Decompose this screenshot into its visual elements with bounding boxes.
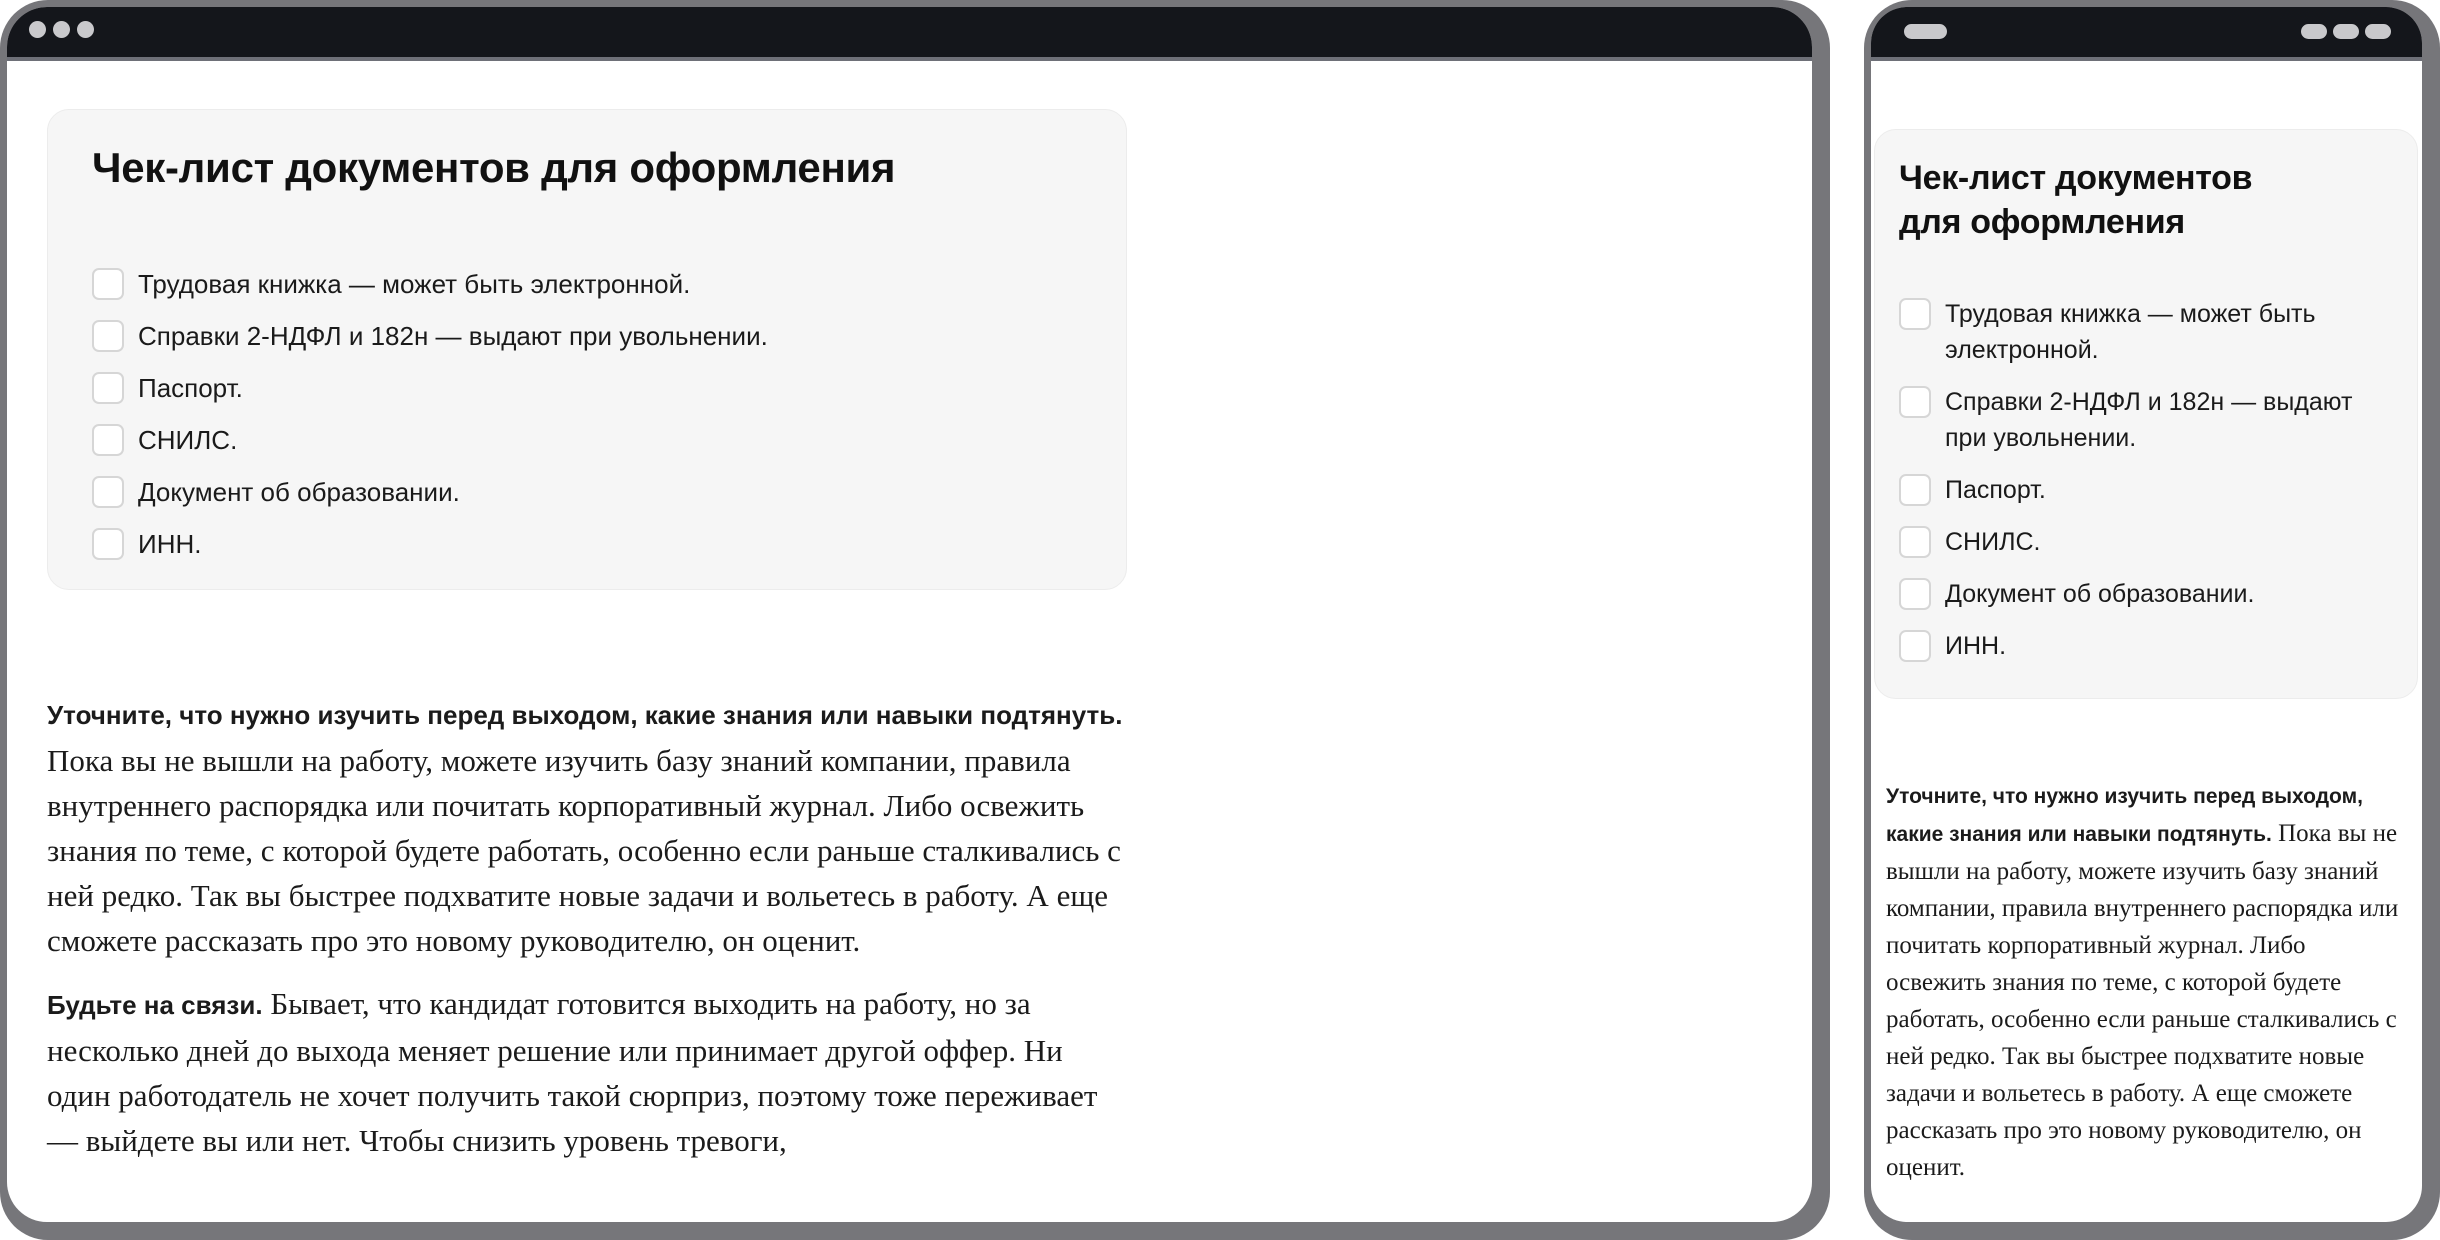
article-paragraph [47,981,1127,1163]
checklist-item[interactable] [92,310,1082,362]
checkbox[interactable] [1899,386,1931,418]
checklist-item[interactable] [92,466,1082,518]
checklist-item[interactable] [1899,384,2389,456]
paragraph-lead: Уточните, что нужно изучить перед выходом, какие знания или навыки подтянуть. [1886,785,2363,846]
checklist-title-line: для оформления [1899,203,2185,241]
paragraph-text: Пока вы не вышли на работу, можете изучить базу знаний компании, правила внутреннего распорядка или почитать корпоративный журнал. Либо освежить знания по теме, с которой будете работать, особенно если раньше сталкивались с ней редко. Так вы быстрее подхватите новые задачи и вольетесь в работу. А еще сможете рассказать про это новому руководителю, он оценит. [47,743,1121,958]
checklist-item[interactable] [92,362,1082,414]
article-body [47,691,1127,1181]
checklist-card [1874,129,2418,699]
mobile-status-pill-icon [2333,24,2359,39]
checklist-item-label: Документ об образовании. [1945,580,2255,608]
window-control-dot-icon[interactable] [53,21,70,38]
article-paragraph [47,691,1127,963]
paragraph-text: Пока вы не вышли на работу, можете изучить базу знаний компании, правила внутреннего распорядка или почитать корпоративный журнал. Либо освежить знания по теме, с которой будете работать, особенно если раньше сталкивались с ней редко. Так вы быстрее подхватите новые задачи и вольетесь в работу. А еще сможете рассказать про это новому руководителю, он оценит. [1886,820,2399,1181]
checklist-item-label: Трудовая книжка — может быть электронной. [1945,300,2316,364]
checklist-item-label: Справки 2-НДФЛ и 182н — выдают при увольнении. [1945,388,2353,452]
article-paragraph [1886,777,2406,1186]
window-control-dot-icon[interactable] [77,21,94,38]
mobile-status-pill-icon [1904,24,1947,39]
checklist [1899,296,2389,664]
checkbox[interactable] [1899,298,1931,330]
paragraph-lead: Будьте на связи. [47,990,263,1020]
checklist-title-line: Чек-лист документов [1899,159,2253,197]
checklist-item[interactable] [1899,524,2389,560]
checklist-card [47,109,1127,590]
checklist [92,258,1082,570]
checkbox[interactable] [1899,630,1931,662]
mobile-device-frame [1864,0,2440,1240]
checklist-item[interactable] [1899,296,2389,368]
checkbox[interactable] [92,372,124,404]
mobile-statusbar [1871,7,2422,61]
checkbox[interactable] [92,528,124,560]
checklist-item[interactable] [92,518,1082,570]
checkbox[interactable] [92,268,124,300]
checklist-item-label: ИНН. [138,528,202,559]
paragraph-lead: Уточните, что нужно изучить перед выходом, какие знания или навыки подтянуть. [47,700,1123,730]
checklist-item[interactable] [92,258,1082,310]
checklist-item-label: Трудовая книжка — может быть электронной. [138,268,691,299]
checkbox[interactable] [1899,578,1931,610]
window-control-dot-icon[interactable] [29,21,46,38]
checklist-item[interactable] [92,414,1082,466]
checklist-item-label: СНИЛС. [1945,528,2041,556]
checklist-item[interactable] [1899,576,2389,612]
checkbox[interactable] [1899,526,1931,558]
checkbox[interactable] [92,476,124,508]
mobile-status-pill-icon [2301,24,2327,39]
mobile-screen [1871,7,2422,1222]
checklist-item-label: СНИЛС. [138,424,238,455]
checklist-item[interactable] [1899,628,2389,664]
checklist-item[interactable] [1899,472,2389,508]
desktop-titlebar [7,7,1812,61]
desktop-screen [7,7,1812,1222]
checkbox[interactable] [1899,474,1931,506]
article-body [1886,777,2406,1186]
checklist-item-label: ИНН. [1945,632,2007,660]
checklist-item-label: Паспорт. [1945,476,2046,504]
desktop-content [7,61,1812,1222]
checklist-item-label: Документ об образовании. [138,476,460,507]
checklist-title [1899,156,2389,244]
checkbox[interactable] [92,320,124,352]
checkbox[interactable] [92,424,124,456]
mobile-status-pill-icon [2365,24,2391,39]
checklist-item-label: Паспорт. [138,372,243,403]
checklist-item-label: Справки 2-НДФЛ и 182н — выдают при увольнении. [138,320,768,351]
mobile-content [1871,61,2422,1222]
checklist-title: Чек-лист документов для оформления [92,144,896,191]
paragraph-text: Бывает, что кандидат готовится выходить на работу, но за несколько дней до выхода меняет решение или принимает другой оффер. Ни один работодатель не хочет получить такой сюрприз, поэтому тоже переживает — выйдете вы или нет. Чтобы снизить уровень тревоги, [47,986,1098,1158]
